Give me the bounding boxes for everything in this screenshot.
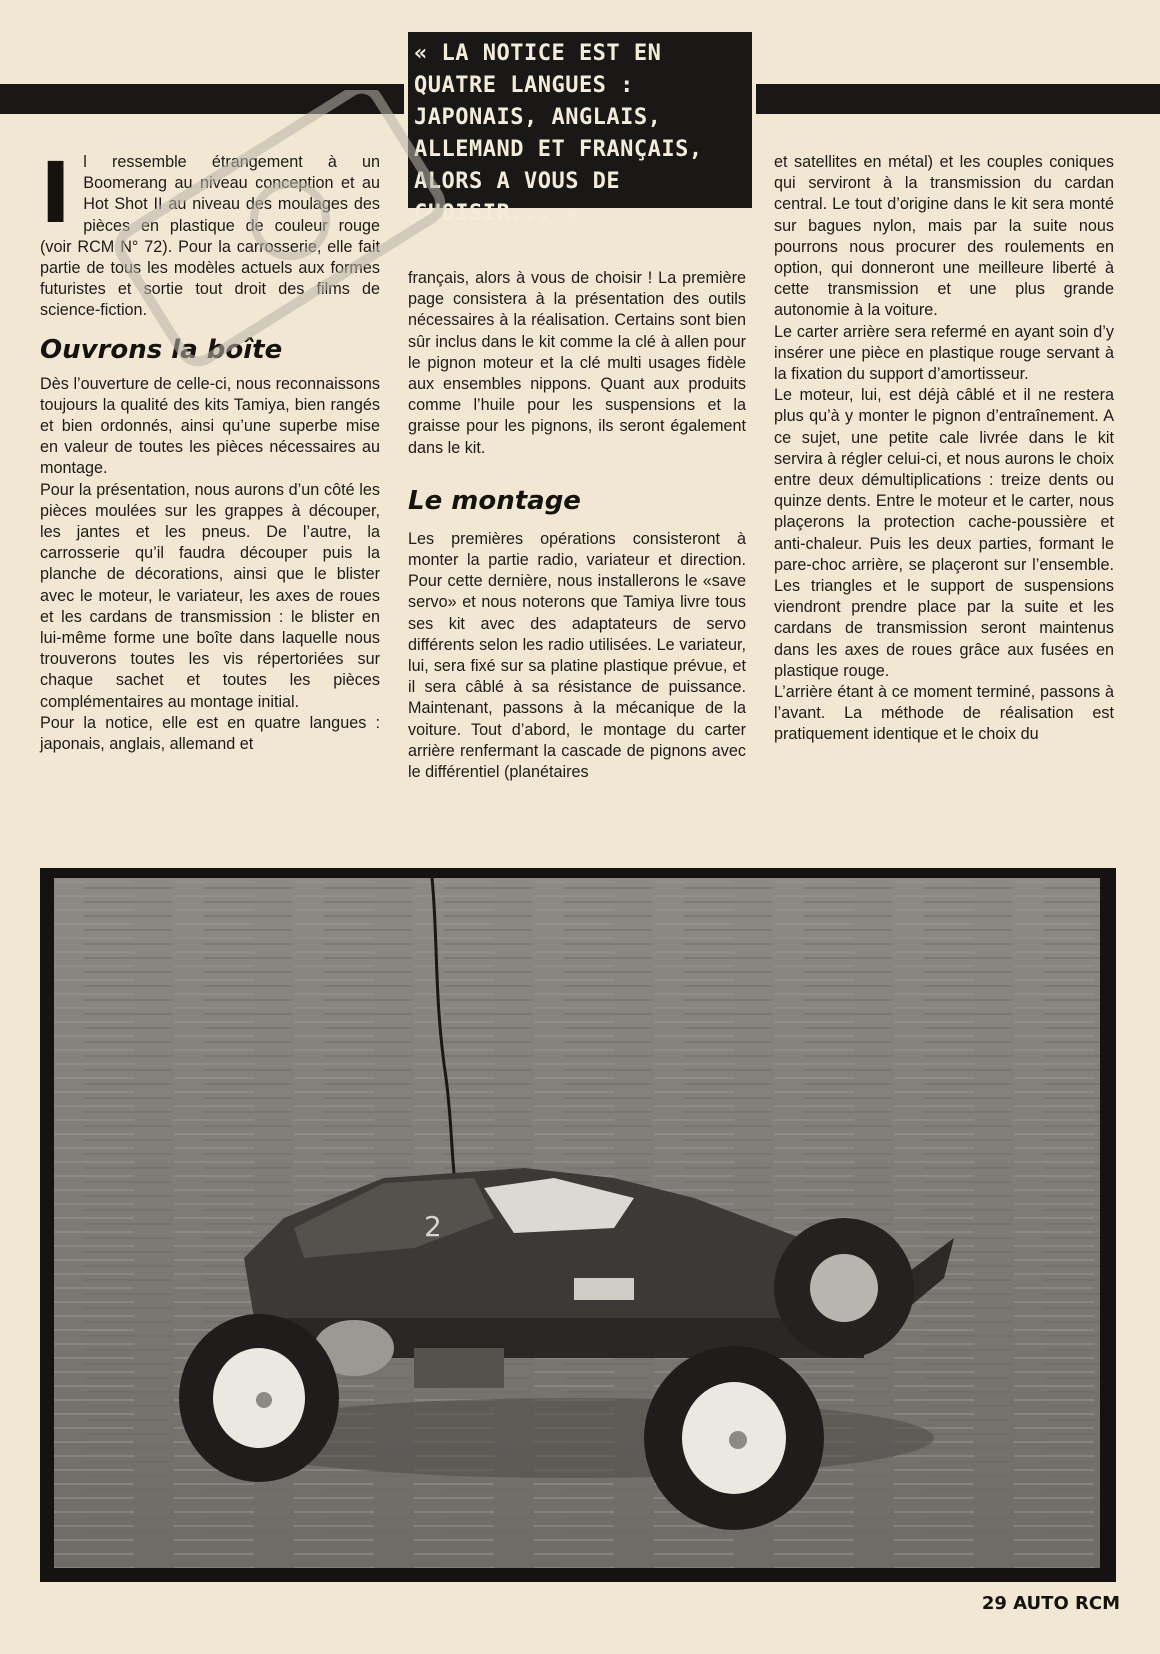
paragraph: Le moteur, lui, est déjà câblé et il ne restera plus qu’à y monter le pignon d’entraînement. A ce sujet, une petite cale livrée dans le kit servira à régler celui-ci, et nous aurons le choix entre deux démultiplications : treize dents ou quinze dents. Entre le moteur et le carter, nous plaçerons la protection cache-poussière et anti-chaleur. Puis les deux parties, formant le pare-choc arrière, se plaçeront sur l’ensemble. Les triangles et le support de suspensions viendront prendre place par la suite et les cardans de transmission seront maintenus dans les axes de roues grâce aux fusées en plastique rouge.: [774, 386, 1114, 680]
column-3: [774, 152, 1114, 746]
intro-paragraph: l ressemble étrangement à un Boomerang au niveau conception et au Hot Shot II au niveau des moulages des pièces en plastique de couleur rouge (voir RCM N° 72). Pour la carrosserie, elle fait partie de tous les modèles actuels aux formes futuristes et sortie tout droit des films de science-fiction.: [40, 153, 380, 320]
paragraph: Pour la notice, elle est en quatre langues : japonais, anglais, allemand et: [40, 713, 380, 754]
paragraph: L’arrière étant à ce moment terminé, passons à l’avant. La méthode de réalisation est pratiquement identique et le choix du: [774, 683, 1114, 744]
page-number: 29: [981, 1593, 1007, 1614]
paragraph: Les premières opérations consisteront à monter la partie radio, variateur et direction. Pour cette dernière, nous installerons le «save servo» et nous noterons que Tamiya livre tous ses kit avec des adaptateurs de servo différents selon les radio utilisées. Le variateur, lui, sera fixé sur sa platine plastique prévue, et il sera câblé à sa résistance de puissance. Maintenant, passons à la mécanique de la voiture. Tout d’abord, le montage du carter arrière renfermant la cascade de pignons avec le différentiel (planétaires: [408, 529, 746, 782]
svg-text:2: 2: [424, 1210, 442, 1243]
rc-buggy-photo: [54, 878, 1100, 1568]
paragraph: Pour la présentation, nous aurons d’un côté les pièces moulées sur les grappes à découper, les jantes et les pneus. De l’autre, la carrosserie qu’il faudra découper puis la planche de décorations, ainsi que le blister avec le moteur, le variateur, les axes de roues et les cardans de transmission : le blister en lui-même forme une boîte dans laquelle nous trouverons toutes les vis répertoriées sur chaque sachet et toutes les pièces complémentaires au montage initial.: [40, 480, 380, 711]
section-heading-ouvrons: Ouvrons la boîte: [40, 334, 283, 365]
dropcap: I: [40, 144, 72, 242]
pull-quote-text: « LA NOTICE EST EN QUATRE LANGUES : JAPONAIS, ANGLAIS, ALLEMAND ET FRANÇAIS, ALORS A VOUS DE CHOISIR... »: [414, 41, 703, 226]
photo-frame: [40, 868, 1116, 1582]
column-1: [40, 144, 380, 755]
pull-quote: [408, 32, 752, 226]
top-rule-left: [0, 84, 404, 114]
paragraph: Dès l’ouverture de celle-ci, nous reconnaissons toujours la qualité des kits Tamiya, bien rangés et bien ordonnés, ainsi qu’une superbe mise en valeur de toutes les pièces nécessaires au montage.: [40, 374, 380, 478]
column-2: [408, 268, 746, 783]
page-footer: [980, 1593, 1120, 1614]
paragraph: et satellites en métal) et les couples coniques qui serviront à la transmission du cardan central. Le tout d’origine dans le kit sera monté sur bagues nylon, mais par la suite nous pourrons nous procurer des roulements en option, qui donneront une meilleure liberté à cette transmission et une plus grande autonomie à la voiture.: [774, 153, 1114, 320]
paragraph: français, alors à vous de choisir ! La première page consistera à la présentation des outils nécessaires à la réalisation. Certains sont bien sûr inclus dans le kit comme la clé à allen pour le pignon moteur et la clé multi usages fidèle aux ensembles nippons. Quant aux produits comme l’huile pour les suspensions et la graisse pour les pignons, ils seront également dans le kit.: [408, 269, 746, 457]
section-heading-montage: Le montage: [408, 485, 581, 516]
top-rule-right: [756, 84, 1160, 114]
magazine-name: AUTO RCM: [1013, 1593, 1120, 1614]
paragraph: Le carter arrière sera refermé en ayant soin d’y insérer une pièce en plastique rouge servant à la fixation du support d’amortisseur.: [774, 322, 1114, 384]
